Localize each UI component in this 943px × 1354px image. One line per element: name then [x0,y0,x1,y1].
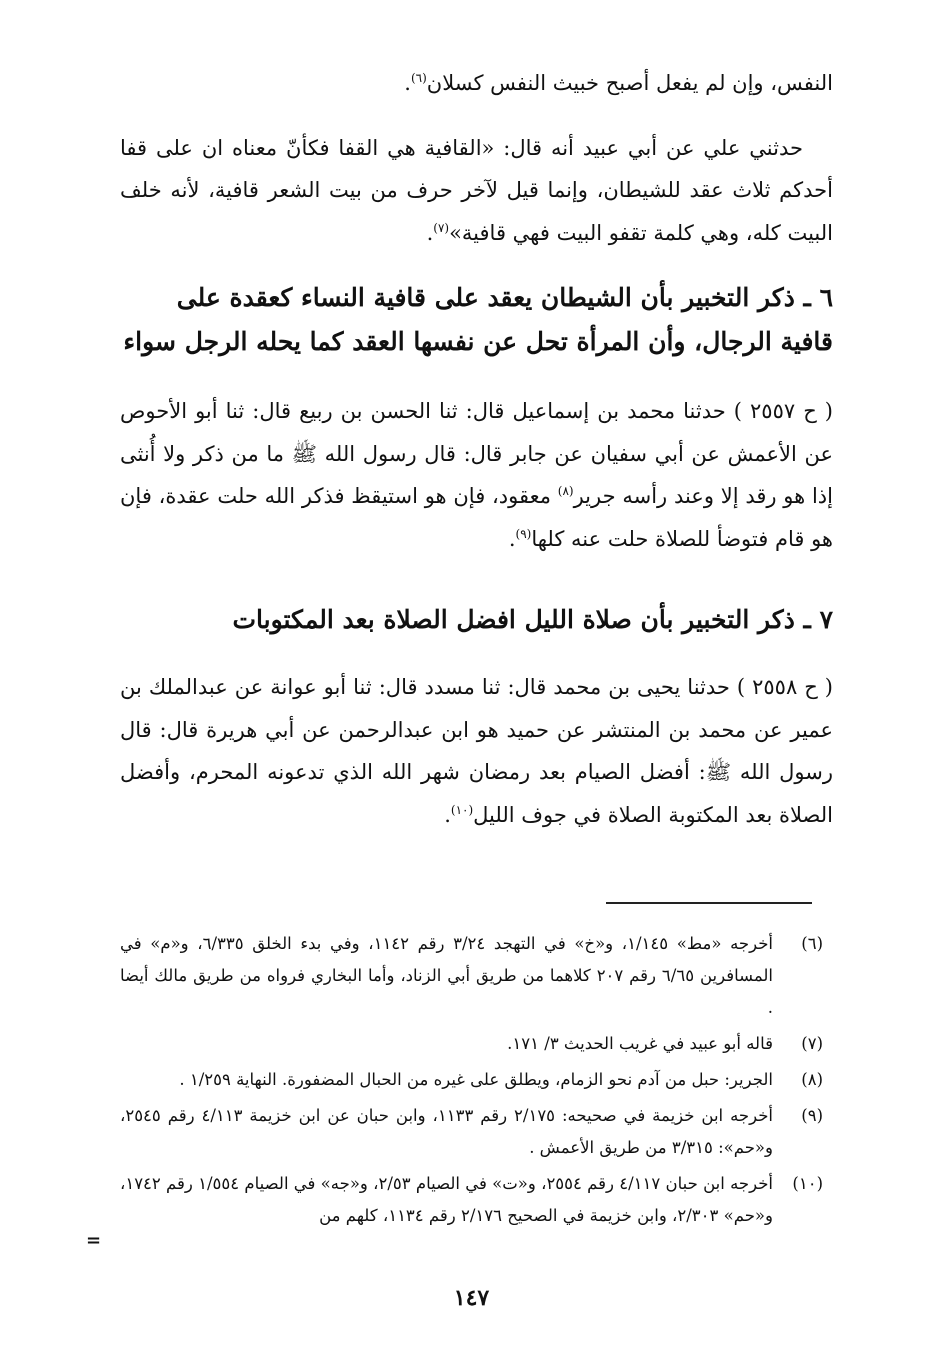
hadith-2557 [120,390,833,560]
hadith-2558 [120,666,833,836]
footnote-text: أخرجه ابن حبان ٤/١١٧ رقم ٢٥٥٤، و«ت» في الصيام ٢/٥٣، و«جه» في الصيام ١/٥٥٤ رقم ١٧٤٢، و«حم» ٢/٣٠٣، وابن خزيمة في الصحيح ٢/١٧٦ رقم ١١٣٤، كلهم من [120,1174,774,1225]
hadith-2557-end: . [508,526,516,551]
section-heading-6: ٦ ـ ذكر التخبير بأن الشيطان يعقد على قافية النساء كعقدة على قافية الرجال، وأن المرأة تحل عن نفسها العقد كما يحله الرجل سواء [123,283,833,356]
paragraph-2-text: حدثني علي عن أبي عبيد أنه قال: «القافية هي القفا فكأنّ معناه ان على قفا أحدكم ثلاث عقد للشيطان، وإنما قيل لآخر حرف من بيت الشعر قافية، لأنه خلف البيت كله، وهي كلمة تقفو البيت فهي قافية» [120,135,833,245]
continuation-mark: = [86,1230,102,1251]
hadith-2558-text: ( ح ٢٥٥٨ ) حدثنا يحيى بن محمد قال: ثنا مسدد قال: ثنا أبو عوانة عن عبدالملك بن عمير عن محمد بن المنتشر عن حميد هو ابن عبدالرحمن عن أبي هريرة قال: قال رسول الله ﷺ: أفضل الصيام بعد رمضان شهر الله الذي تدعونه المحرم، وأفضل الصلاة بعد المكتوبة الصلاة في جوف الليل [120,675,833,827]
footnote-text: أخرجه «مط» ١/١٤٥، و«خ» في التهجد ٣/٢٤ رقم ١١٤٢، وفي بدء الخلق ٦/٣٣٥، و«م» في المسافرين ٦/٦٥ رقم ٢٠٧ كلاهما من طريق أبي الزناد، وأما البخاري فرواه من طريق مالك أيضا . [120,934,774,1017]
footnotes [120,928,823,1232]
paragraph-1-end: . [404,71,411,95]
section-heading-7: ٧ ـ ذكر التخبير بأن صلاة الليل افضل الصلاة بعد المكتوبات [232,605,833,634]
footnote-8 [120,1064,823,1096]
footnote-number: (٧) [801,1034,823,1053]
main-text [120,62,833,836]
paragraph-2 [120,127,833,255]
page-number: ١٤٧ [453,1285,490,1311]
footnote-ref-10: (١٠) [450,802,474,817]
footnote-number: (١٠) [792,1174,823,1193]
footnote-10 [120,1168,823,1232]
footnote-number: (٨) [801,1070,823,1089]
footnote-number: (٦) [801,934,823,953]
footnote-text: قاله أبو عبيد في غريب الحديث ٣/ ١٧١. [507,1034,773,1053]
hadith-2557-text-b: معقود، فإن هو استيقظ فذكر الله حلت عقدة، فإن هو قام فتوضأ للصلاة حلت عنه كلها [120,484,833,551]
footnote-ref-9: (٩) [515,526,532,541]
hadith-2558-end: . [444,802,451,827]
hadith-2557-text-a: ( ح ٢٥٥٧ ) حدثنا محمد بن إسماعيل قال: ثنا الحسن بن ربيع قال: ثنا أبو الأحوص عن الأعمش عن أبي سفيان عن جابر قال: قال رسول الله ﷺ ما من ذكر ولا أُنثى إذا هو رقد إلا وعند رأسه جرير [120,399,833,508]
footnote-number: (٩) [801,1106,823,1125]
footnote-ref-8: (٨) [557,484,574,498]
footnote-text: الجرير: حبل من آدم نحو الزمام، ويطلق على غيره من الحبال المضفورة. النهاية ١/٢٥٩ . [179,1070,773,1089]
footnote-ref-7: (٧) [433,220,450,235]
footnote-7 [120,1028,823,1060]
paragraph-2-end: . [426,220,434,245]
footnote-9 [120,1100,823,1164]
footnote-text: أخرجه ابن خزيمة في صحيحه: ٢/١٧٥ رقم ١١٣٣، وابن حبان عن ابن خزيمة ٤/١١٣ رقم ٢٥٤٥، و«حم»: ٣/٣١٥ من طريق الأعمش . [120,1106,773,1157]
footnote-6 [120,928,823,1024]
footnote-divider [606,902,812,904]
footnote-ref-6: (٦) [410,71,427,85]
paragraph-1-text: النفس، وإن لم يفعل أصبح خبيث النفس كسلان [426,71,833,95]
paragraph-1 [120,62,833,105]
